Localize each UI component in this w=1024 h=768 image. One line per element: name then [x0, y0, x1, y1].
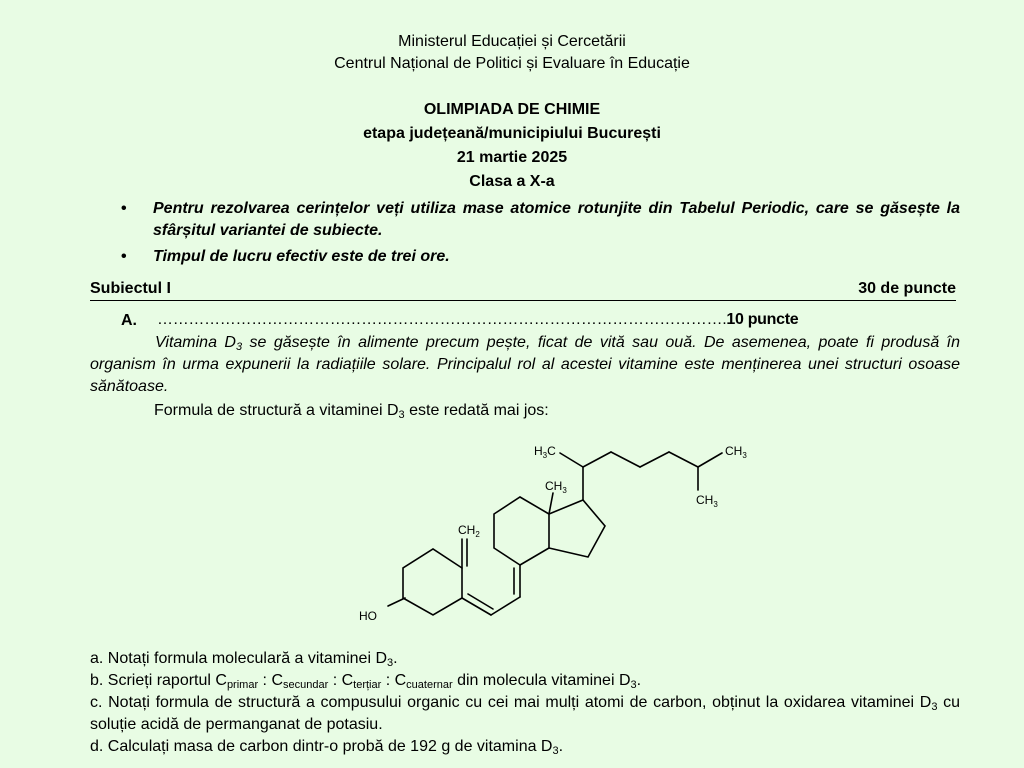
subject-points: 30 de puncte: [858, 280, 956, 297]
instruction-item: • Pentru rezolvarea cerințelor veți utiliza mase atomice rotunjite din Tabelul Periodic, care se găsește la sfârșitul variantei de subiecte.: [121, 200, 960, 239]
date-title: 21 martie 2025: [456, 149, 568, 166]
olympiad-title: OLIMPIADA DE CHIMIE: [423, 101, 601, 118]
stage-title: etapa județeană/municipiului București: [363, 125, 661, 142]
question-d: d. Calculați masa de carbon dintr-o probă de 192 g de vitamina $D_3$.: [90, 738, 564, 757]
ch3-terminal-label: $CH_3$: [725, 444, 747, 460]
h3c-label: $H_3C$: [534, 444, 556, 460]
instruction-item: • Timpul de lucru efectiv este de trei ore.: [118, 246, 960, 268]
ch2-label: $CH_2$: [458, 523, 480, 539]
grade-title: Clasa a X-a: [469, 173, 555, 190]
intro-paragraph: Vitamina $D_3$ se găsește în alimente precum pește, ficat de vită sau ouă. De asemenea, poate fi produsă în organism în urma expunerii la radiațiile solare. Principalul rol al acestei vitamine este menținerea unei structuri osoase sănătoase.: [90, 334, 960, 395]
question-a: a. Notați formula moleculară a vitaminei $D_3$.: [90, 650, 398, 669]
subject-name: Subiectul I: [90, 280, 171, 297]
center-header: Centrul Național de Politici și Evaluare în Educație: [334, 55, 690, 72]
bullet-icon: •: [121, 200, 127, 217]
ministry-header: Ministerul Educației și Cercetării: [398, 33, 626, 50]
ho-label: HO: [359, 609, 377, 623]
ch3-angular-label: $CH_3$: [545, 479, 567, 495]
question-b: b. Scrieți raportul $C_{primar}$ : $C_{secundar}$ : $C_{terțiar}$ : $C_{cuaternar}$ din molecula vitaminei $D_3$.: [90, 672, 642, 691]
part-a-points-line: ……………………………………………………………………………………………….10 puncte: [157, 311, 799, 328]
part-a-label: A.: [121, 312, 137, 329]
questions-list: [90, 648, 960, 758]
formula-caption: Formula de structură a vitaminei $D_3$ este redată mai jos:: [154, 402, 549, 421]
ch3-branch-label: $CH_3$: [696, 493, 718, 509]
question-c: c. Notați formula de structură a compusului organic cu cei mai mulți atomi de carbon, obținut la oxidarea vitaminei $D_3$ cu soluție acidă de permanganat de potasiu.: [90, 694, 960, 733]
bullet-icon: •: [121, 248, 127, 265]
part-a-points: 10 puncte: [726, 311, 799, 328]
